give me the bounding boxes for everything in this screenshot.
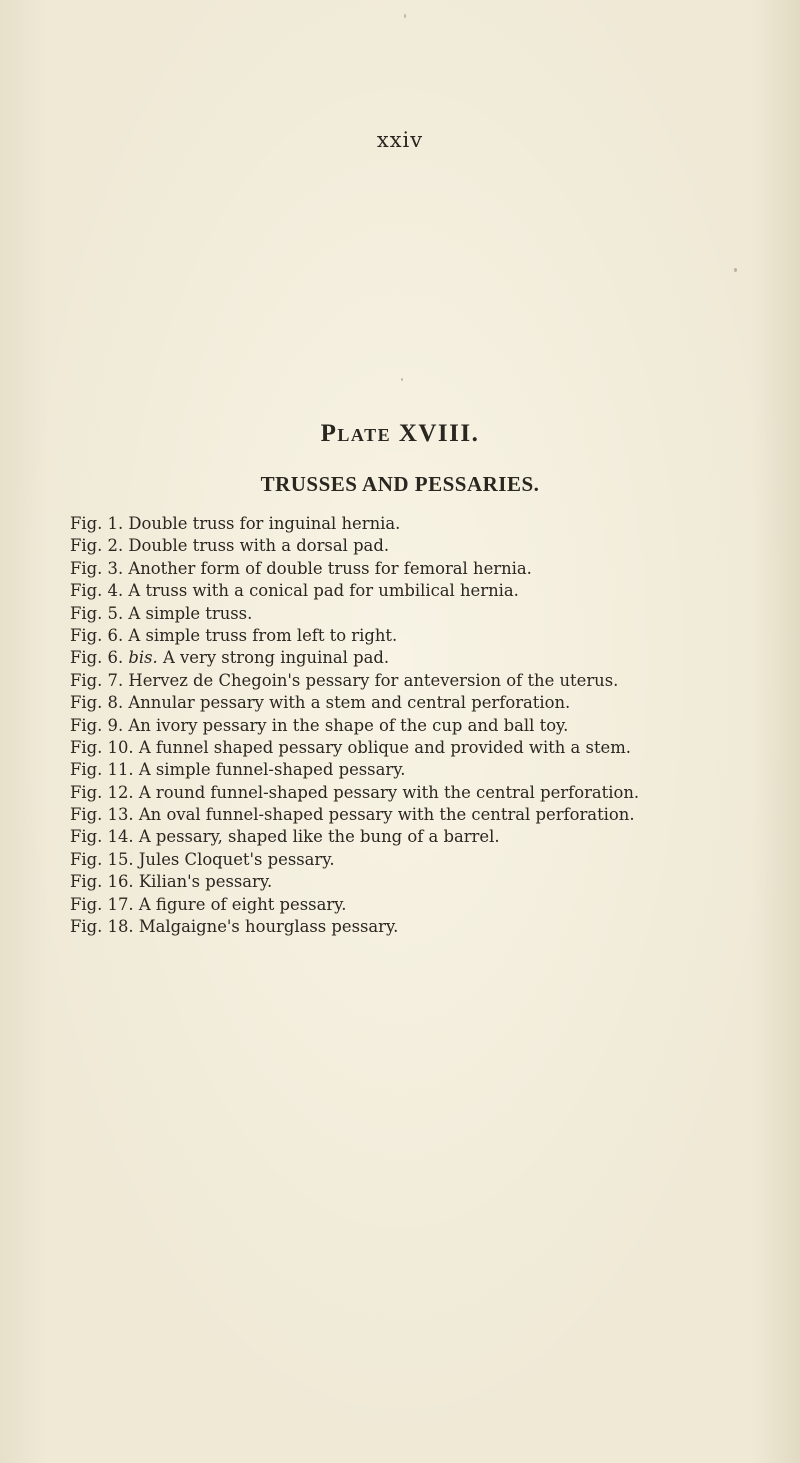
figure-number: 6. (107, 625, 124, 645)
figure-caption (70, 737, 790, 759)
paper-speck (401, 378, 403, 381)
figure-description: A figure of eight pessary. (138, 894, 347, 914)
figure-number: 15. (107, 849, 134, 869)
figure-list (70, 513, 790, 938)
figure-number: 8. (107, 693, 124, 713)
figure-number: 6. (107, 648, 124, 668)
figure-label: Fig. (70, 670, 103, 690)
figure-caption (70, 782, 790, 804)
figure-number: 13. (107, 805, 134, 825)
figure-description: A pessary, shaped like the bung of a barrel. (138, 827, 500, 847)
figure-caption (70, 849, 790, 871)
figure-caption (70, 670, 790, 692)
figure-number: 9. (107, 715, 124, 735)
paper-speck (734, 268, 737, 272)
figure-label: Fig. (70, 827, 103, 847)
figure-description: Another form of double truss for femoral hernia. (128, 558, 532, 578)
figure-label: Fig. (70, 581, 103, 601)
figure-label: Fig. (70, 625, 103, 645)
figure-description: An oval funnel-shaped pessary with the central perforation. (138, 805, 635, 825)
figure-number: 17. (107, 894, 134, 914)
figure-number: 14. (107, 827, 134, 847)
figure-label: Fig. (70, 514, 103, 533)
figure-caption (70, 647, 790, 669)
figure-description: Hervez de Chegoin's pessary for anteversion of the uterus. (128, 670, 619, 690)
figure-caption (70, 625, 790, 647)
figure-caption (70, 715, 790, 737)
plate-title: Plate XVIII. (320, 420, 480, 447)
figure-description: A simple funnel-shaped pessary. (138, 760, 406, 780)
figure-label: Fig. (70, 872, 103, 892)
figure-label: Fig. (70, 849, 103, 869)
figure-description: A very strong inguinal pad. (162, 648, 390, 668)
figure-description: A round funnel-shaped pessary with the central perforation. (138, 782, 640, 802)
figure-description: A simple truss. (128, 603, 253, 623)
figure-variant: bis. (128, 648, 158, 668)
figure-description: Kilian's pessary. (138, 872, 273, 892)
figure-number: 12. (107, 782, 134, 802)
figure-description: Annular pessary with a stem and central perforation. (128, 693, 571, 713)
figure-description: A simple truss from left to right. (128, 625, 398, 645)
figure-label: Fig. (70, 782, 103, 802)
figure-caption (70, 759, 790, 781)
figure-label: Fig. (70, 760, 103, 780)
figure-number: 1. (107, 514, 124, 533)
figure-description: A truss with a conical pad for umbilical hernia. (128, 581, 519, 601)
figure-label: Fig. (70, 805, 103, 825)
figure-number: 3. (107, 558, 124, 578)
plate-subtitle: TRUSSES AND PESSARIES. (260, 472, 540, 496)
figure-caption (70, 580, 790, 602)
page-number: xxiv (376, 128, 424, 152)
figure-number: 10. (107, 737, 134, 757)
figure-number: 4. (107, 581, 124, 601)
figure-caption (70, 804, 790, 826)
paper-speck (404, 14, 406, 18)
figure-caption (70, 535, 790, 557)
figure-number: 5. (107, 603, 124, 623)
figure-caption (70, 916, 790, 938)
figure-label: Fig. (70, 693, 103, 713)
figure-description: Double truss for inguinal hernia. (128, 514, 401, 533)
figure-description: A funnel shaped pessary oblique and provided with a stem. (138, 737, 631, 757)
figure-label: Fig. (70, 715, 103, 735)
figure-label: Fig. (70, 894, 103, 914)
figure-description: Malgaigne's hourglass pessary. (138, 917, 399, 937)
figure-label: Fig. (70, 917, 103, 937)
figure-label: Fig. (70, 558, 103, 578)
figure-number: 18. (107, 917, 134, 937)
figure-label: Fig. (70, 603, 103, 623)
figure-caption (70, 871, 790, 893)
figure-label: Fig. (70, 536, 103, 556)
figure-number: 16. (107, 872, 134, 892)
figure-label: Fig. (70, 648, 103, 668)
figure-description: Double truss with a dorsal pad. (128, 536, 390, 556)
figure-description: Jules Cloquet's pessary. (138, 849, 335, 869)
figure-caption (70, 558, 790, 580)
figure-number: 7. (107, 670, 124, 690)
figure-caption (70, 692, 790, 714)
figure-label: Fig. (70, 737, 103, 757)
figure-number: 11. (107, 760, 134, 780)
figure-caption (70, 894, 790, 916)
figure-number: 2. (107, 536, 124, 556)
figure-caption (70, 513, 790, 535)
figure-description: An ivory pessary in the shape of the cup and ball toy. (128, 715, 569, 735)
figure-caption (70, 603, 790, 625)
figure-caption (70, 826, 790, 848)
